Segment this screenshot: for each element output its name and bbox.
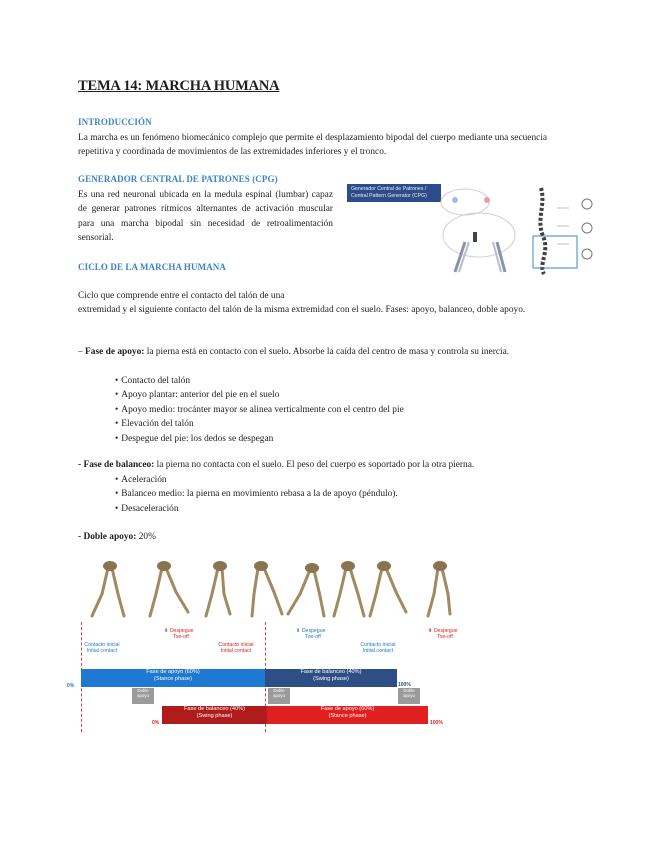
bar-label: Fase de apoyo (60%) <box>146 669 200 675</box>
swing-dash: - <box>78 460 82 470</box>
gray-sublabel: apoyo <box>403 693 415 699</box>
event-sublabel: Initial contact <box>220 648 252 655</box>
bar-sublabel: (Swing phase) <box>196 713 233 719</box>
bar-label: Fase de balanceo (40%) <box>184 706 245 712</box>
double-support-3 <box>398 688 420 704</box>
event-label: Despegue <box>169 628 194 634</box>
event-label: Despegue <box>433 628 458 634</box>
event-label: Despegue <box>301 628 326 634</box>
double-paragraph <box>78 530 156 544</box>
gray-sublabel: apoyo <box>137 693 149 699</box>
intro-text: La marcha es un fenómeno biomecánico complejo que permite el desplazamiento bipodal del cuerpo mediante una secuencia repetitiva y coordinada de movimientos de las extremidades inferiores y el tronco. <box>78 133 548 158</box>
arrow-up-icon: ⬆ <box>296 628 301 634</box>
event-sublabel: Toe-off <box>305 634 321 641</box>
arrow-up-icon: ⬆ <box>428 628 433 634</box>
list-item: • Apoyo plantar: anterior del pie en el suelo <box>115 388 404 402</box>
bar-sublabel: (Swing phase) <box>313 676 349 682</box>
event-sublabel: Initial contact <box>86 648 118 655</box>
stance-dash: – <box>78 347 83 357</box>
bar-label: Fase de balanceo (40%) <box>300 669 362 675</box>
double-value: 20% <box>138 532 156 542</box>
pct-end-bottom: 100% <box>430 720 443 726</box>
list-item: • Aceleración <box>115 473 398 487</box>
gray-label: Doble <box>403 688 415 693</box>
gait-cycle-diagram <box>67 556 458 734</box>
cycle-text: extremidad y el siguiente contacto del talón de la misma extremidad con el suelo. Fases: apoyo, balanceo, doble apoyo. <box>78 305 526 315</box>
event-sublabel: Toe-off <box>173 634 189 641</box>
event-toeoff-2 <box>296 628 325 640</box>
bar-sublabel: (Stance phase) <box>154 676 192 682</box>
event-label: Contacto inicial <box>360 642 396 648</box>
double-label: Doble apoyo: <box>83 532 137 542</box>
swing-phase-bar-top <box>265 669 397 687</box>
pct-start-bottom: 0% <box>152 720 160 726</box>
swing-phase-bar-bottom <box>162 706 267 724</box>
cycle-heading: CICLO DE LA MARCHA HUMANA <box>78 262 227 272</box>
cpg-text: Es una red neuronal ubicada en la medula espinal (lumbar) capaz de generar patrones rítmicos alternantes de activación muscular para una marcha bipodal sin necesidad de retroalimentación sensorial. <box>78 190 333 244</box>
swing-list <box>115 473 398 516</box>
gray-sublabel: apoyo <box>273 693 285 699</box>
event-sublabel: Initial contact <box>362 648 394 655</box>
event-toeoff-3 <box>428 628 457 640</box>
cpg-figure <box>347 180 607 276</box>
bar-sublabel: (Stance phase) <box>328 713 367 719</box>
event-contact-1 <box>78 642 126 654</box>
gray-label: Doble <box>273 688 285 693</box>
event-label: Contacto inicial <box>84 642 120 648</box>
stance-paragraph <box>78 345 578 359</box>
cycle-text-line1: Ciclo que comprende entre el contacto del talón de una <box>78 291 285 301</box>
list-item: • Elevación del talón <box>115 417 404 431</box>
event-toeoff-1 <box>164 628 193 640</box>
list-item: • Despegue del pie: los dedos se despegan <box>115 432 404 446</box>
swing-paragraph <box>78 458 474 472</box>
arrow-up-icon: ⬆ <box>164 628 169 634</box>
event-sublabel: Toe-off <box>437 634 453 641</box>
pct-end-top: 100% <box>398 682 411 688</box>
event-contact-3 <box>354 642 402 654</box>
double-support-2 <box>268 688 290 704</box>
stance-phase-bar-bottom <box>267 706 428 724</box>
list-item: • Apoyo medio: trocánter mayor se alinea verticalmente con el centro del pie <box>115 403 404 417</box>
stance-list <box>115 374 404 446</box>
gray-label: Doble <box>137 688 149 693</box>
swing-label: Fase de balanceo: <box>83 460 155 470</box>
list-item: • Contacto del talón <box>115 374 404 388</box>
double-dash: - <box>78 532 82 542</box>
list-item: • Desaceleración <box>115 502 398 516</box>
gait-skeleton-illustration <box>78 556 458 622</box>
list-item: • Balanceo medio: la pierna en movimiento rebasa a la de apoyo (péndulo). <box>115 487 398 501</box>
cpg-figure-label: Generador Central de Patrones / Central Pattern Generator (CPG) <box>347 184 441 202</box>
cpg-heading: GENERADOR CENTRAL DE PATRONES (CPG) <box>78 174 278 184</box>
swing-text: la pierna no contacta con el suelo. El peso del cuerpo es soportado por la otra pierna. <box>156 460 475 470</box>
page-title: TEMA 14: MARCHA HUMANA <box>78 78 280 94</box>
event-contact-2 <box>212 642 260 654</box>
stance-label: Fase de apoyo: <box>85 347 145 357</box>
stance-text: la pierna está en contacto con el suelo. Absorbe la caída del centro de masa y controla su inercia. <box>146 347 510 357</box>
bar-label: Fase de apoyo (60%) <box>320 706 375 712</box>
pct-start-top: 0% <box>67 683 75 689</box>
cpg-illustration <box>347 180 607 276</box>
intro-heading: INTRODUCCIÓN <box>78 117 152 127</box>
stance-phase-bar-top <box>81 669 265 687</box>
double-support-1 <box>132 688 154 704</box>
event-label: Contacto inicial <box>218 642 254 648</box>
